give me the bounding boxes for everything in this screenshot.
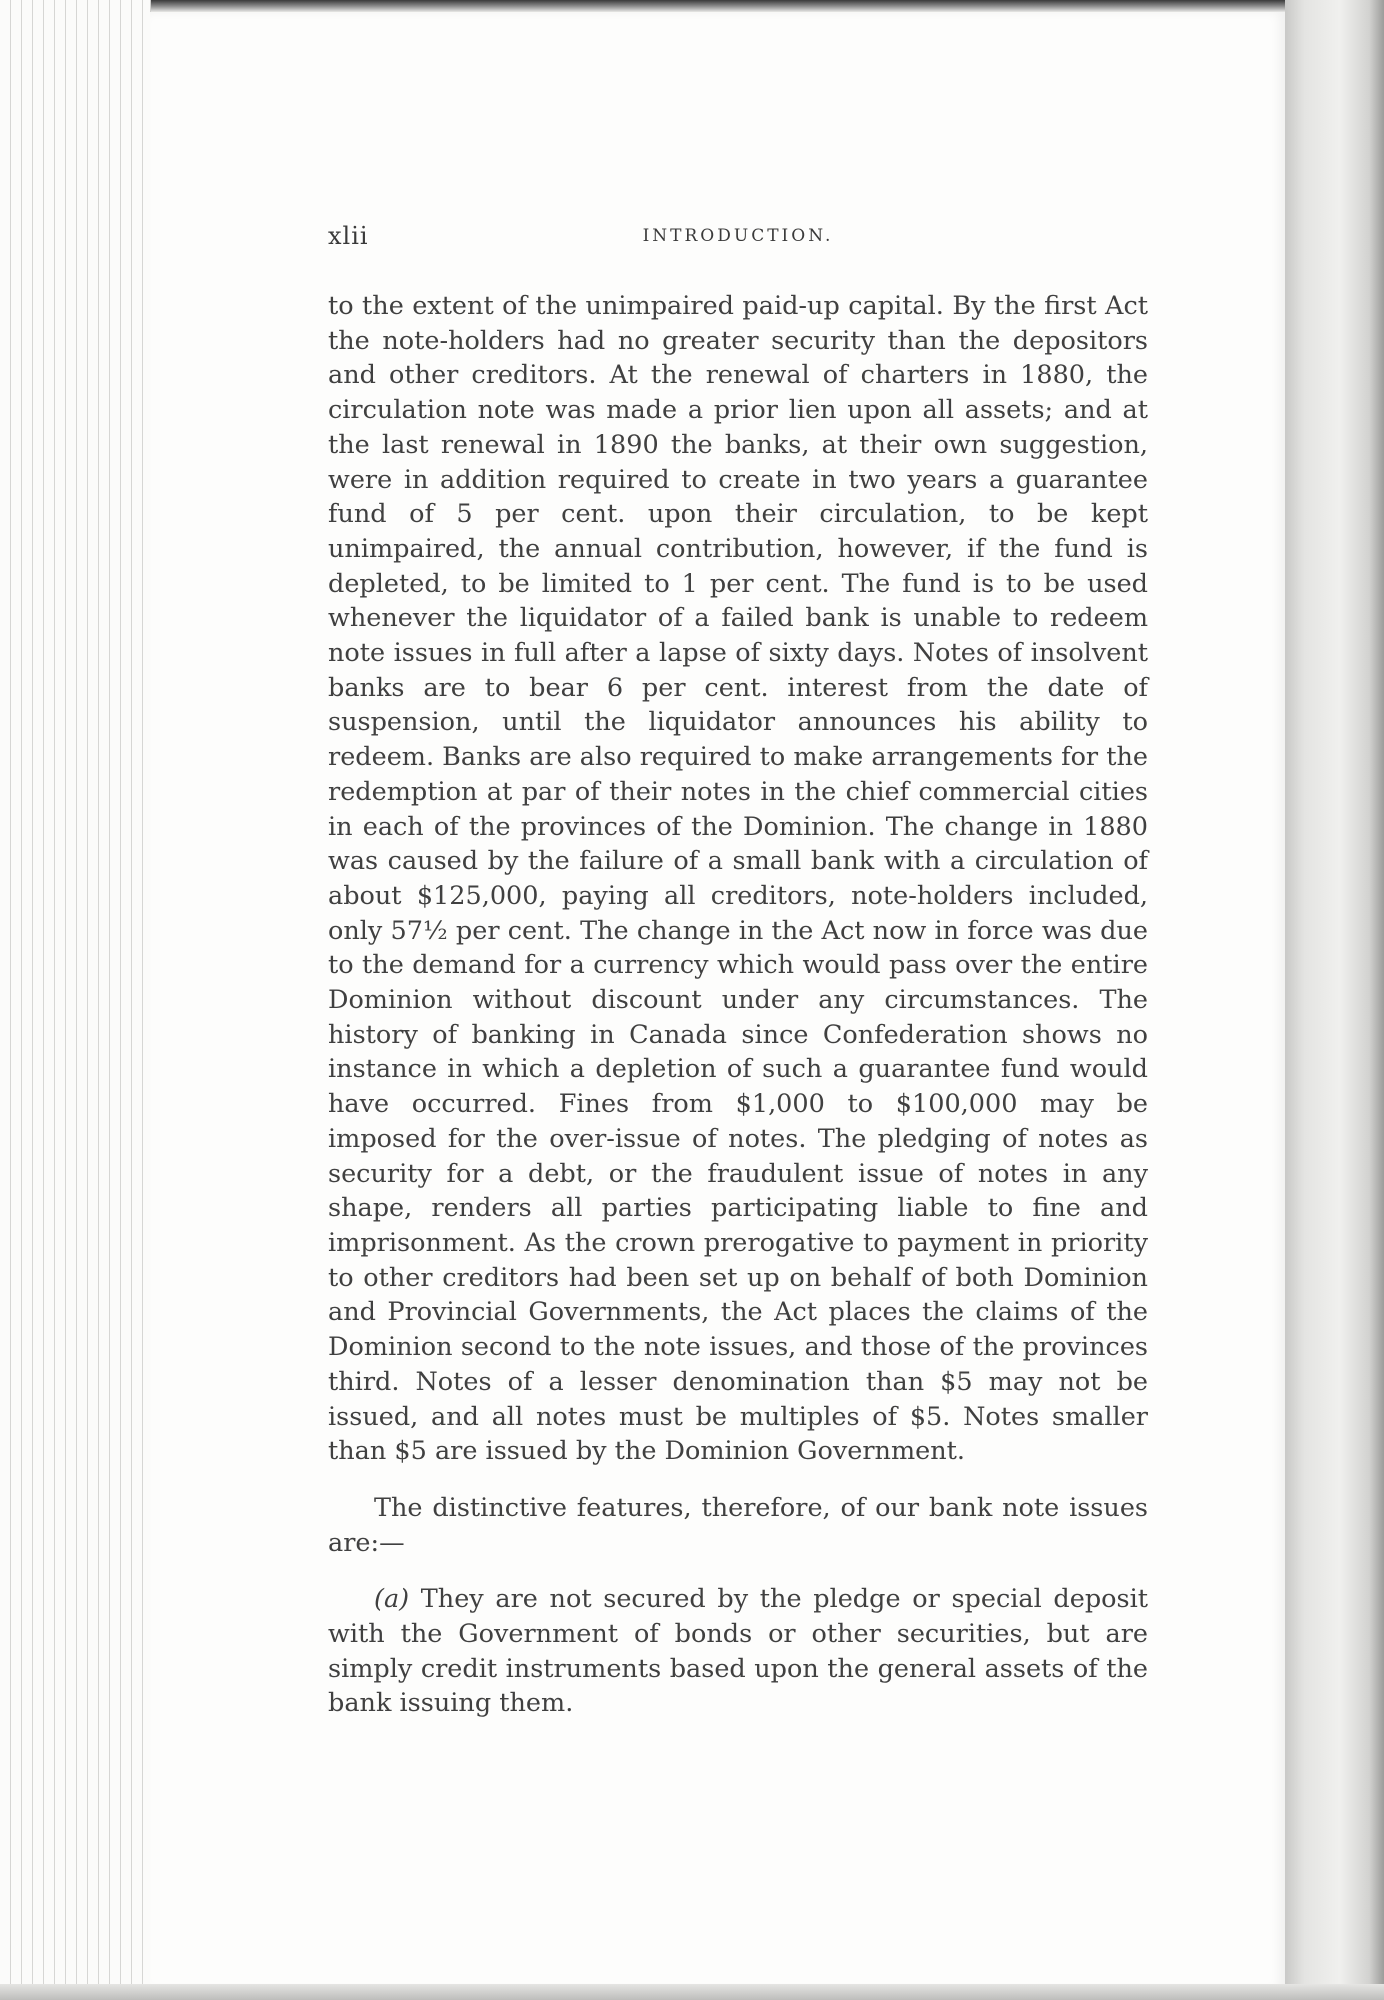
paragraph-continued: to the extent of the unimpaired paid-up capital. By the first Act the note-holders had no greater security than the depositors and other creditors. At the renewal of charters in 1880, the circulation note was made a prior lien upon all assets; and at the last renewal in 1890 the banks, at their own suggestion, were in addition required to create in two years a guarantee fund of 5 per cent. upon their circulation, to be kept unimpaired, the annual contribution, however, if the fund is depleted, to be limited to 1 per cent. The fund is to be used whenever the liquidator of a failed bank is unable to redeem note issues in full after a lapse of sixty days. Notes of insolvent banks are to bear 6 per cent. interest from the date of suspension, until the liquidator announces his ability to redeem. Banks are also required to make arrangements for the redemption at par of their notes in the chief commercial cities in each of the provinces of the Dominion. The change in 1880 was caused by the failure of a small bank with a circulation of about $125,000, paying all creditors, note-holders included, only 57½ per cent. The change in the Act now in force was due to the demand for a currency which would pass over the entire Dominion without discount under any circumstances. The history of banking in Canada since Confederation shows no instance in which a depletion of such a guarantee fund would have occurred. Fines from $1,000 to $100,000 may be imposed for the over-issue of notes. The pledging of notes as security for a debt, or the fraudulent issue of notes in any shape, renders all parties participating liable to fine and imprisonment. As the crown prerogative to payment in priority to other creditors had been set up on behalf of both Dominion and Provincial Governments, the Act places the claims of the Dominion second to the note issues, and those of the provinces third. Notes of a lesser denomination than $5 may not be issued, and all notes must be multiples of $5. Notes smaller than $5 are issued by the Dominion Government. <box>328 291 1148 1467</box>
book-spine-shadow <box>1285 0 1384 2000</box>
paragraph-features: The distinctive features, therefore, of our bank note issues are:— <box>328 1492 1148 1558</box>
book-page-edges <box>0 0 151 2000</box>
page-header <box>328 222 1148 262</box>
scan-bottom-edge <box>0 1984 1384 2000</box>
list-item-a <box>328 1582 1148 1721</box>
body-text <box>328 289 1148 1721</box>
scan-top-edge <box>0 0 1384 12</box>
page-number: xlii <box>328 222 369 250</box>
list-item-a-marker: (a) <box>374 1584 410 1615</box>
list-item-a-text: They are not secured by the pledge or special deposit with the Government of bonds or other securities, but are simply credit instruments based upon the general assets of the bank issuing them. <box>328 1584 1148 1719</box>
running-title: INTRODUCTION. <box>642 226 834 246</box>
